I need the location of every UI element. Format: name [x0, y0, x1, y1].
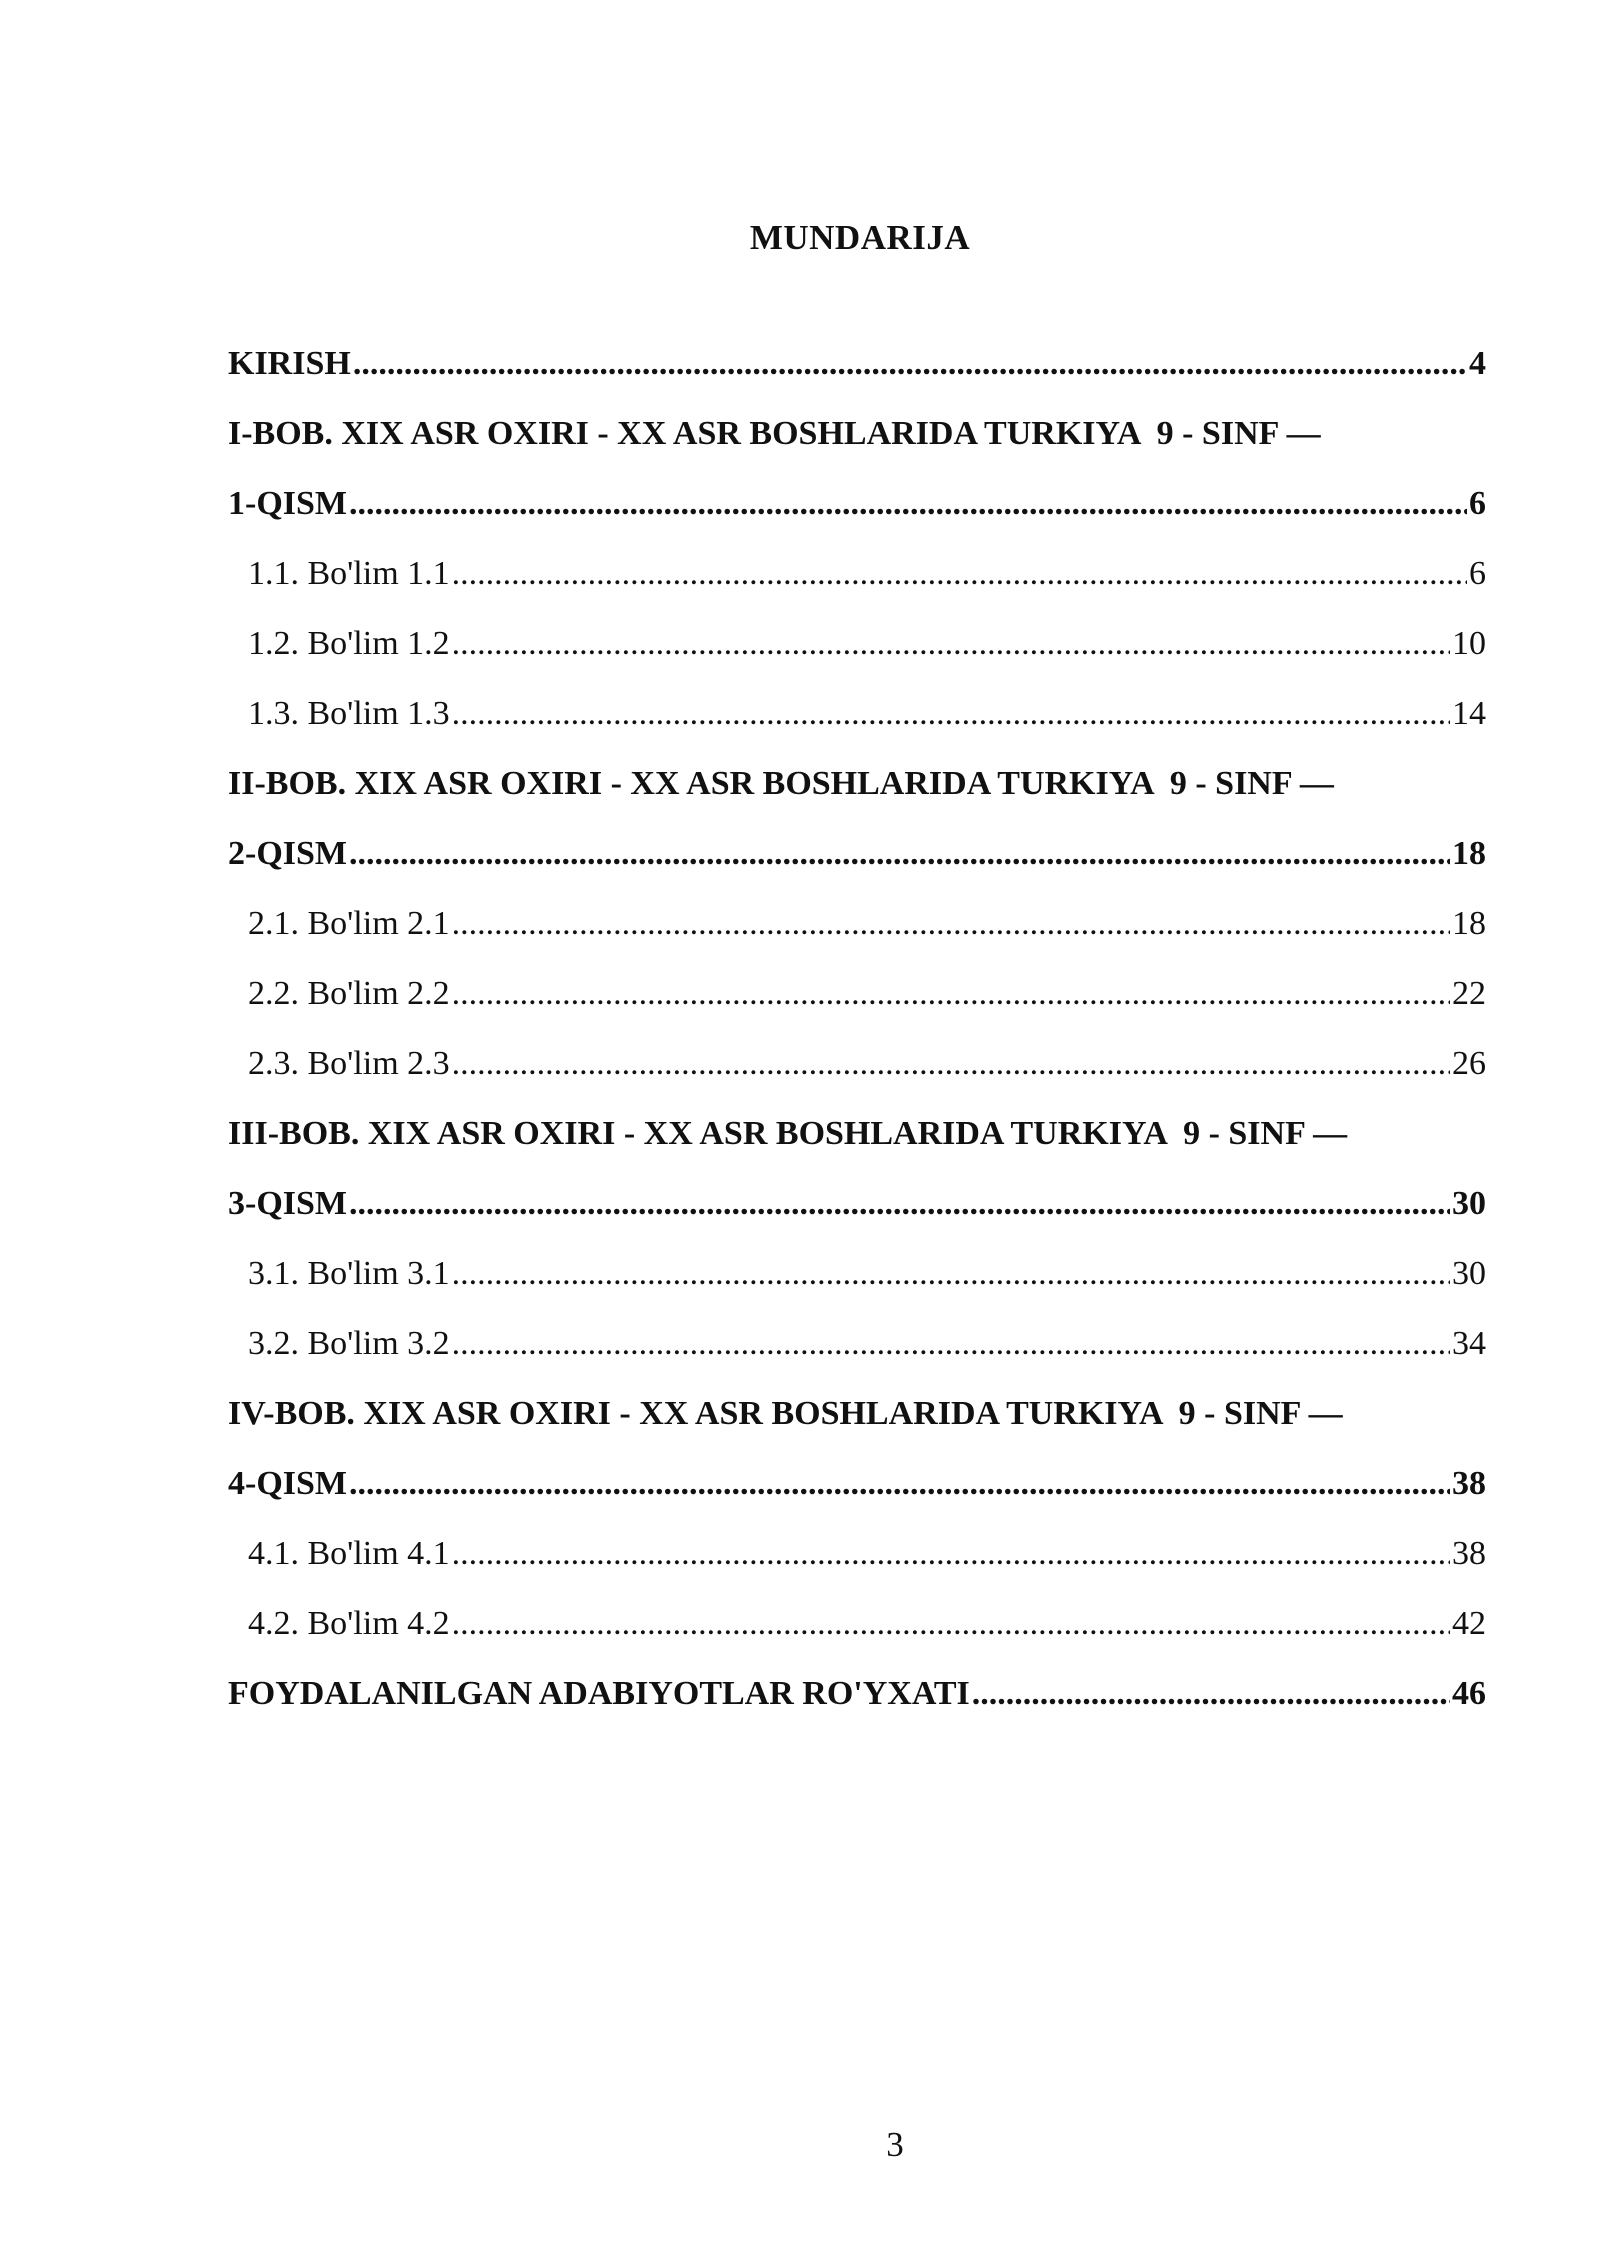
toc-section-1-3[interactable] — [228, 695, 1486, 765]
toc-page-number: 38 — [1452, 1465, 1486, 1502]
dot-leader — [972, 1675, 1450, 1713]
toc-chapter-heading-2[interactable] — [228, 765, 1486, 835]
dot-leader — [349, 1185, 1450, 1223]
toc-chapter-heading-3[interactable] — [228, 1115, 1486, 1185]
toc-page-number: 6 — [1469, 485, 1486, 522]
dot-leader — [452, 1605, 1450, 1643]
toc-chapter-entry-3[interactable] — [228, 1185, 1486, 1255]
toc-page-number: 10 — [1452, 625, 1486, 662]
toc-entry-label: KIRISH — [228, 345, 351, 382]
toc-section-2-2[interactable] — [228, 975, 1486, 1045]
toc-entry-label: 2.2. Bo'lim 2.2 — [248, 975, 450, 1012]
toc-section-3-2[interactable] — [228, 1325, 1486, 1395]
page-title: MUNDARIJA — [749, 218, 971, 257]
toc-page-number: 30 — [1452, 1185, 1486, 1222]
toc-page-number: 42 — [1452, 1605, 1486, 1642]
dot-leader — [452, 1255, 1450, 1293]
toc-page-number: 18 — [1452, 905, 1486, 942]
toc-page-number: 4 — [1469, 345, 1486, 382]
toc-page-number: 46 — [1452, 1675, 1486, 1712]
toc-chapter-entry-1[interactable] — [228, 485, 1486, 555]
toc-section-2-1[interactable] — [228, 905, 1486, 975]
dot-leader — [349, 835, 1450, 873]
toc-entry-label: 1.3. Bo'lim 1.3 — [248, 695, 450, 732]
toc-entry-label: 2.3. Bo'lim 2.3 — [248, 1045, 450, 1082]
toc-entry-label: 1.2. Bo'lim 1.2 — [248, 625, 450, 662]
toc-chapter-heading-4[interactable] — [228, 1395, 1486, 1465]
toc-entry-label: 2-QISM — [228, 835, 347, 872]
dot-leader — [452, 695, 1450, 733]
toc-section-4-2[interactable] — [228, 1605, 1486, 1675]
toc-section-2-3[interactable] — [228, 1045, 1486, 1115]
dot-leader — [353, 345, 1467, 383]
toc-entry-label: 3.1. Bo'lim 3.1 — [248, 1255, 450, 1292]
toc-section-1-2[interactable] — [228, 625, 1486, 695]
table-of-contents — [228, 345, 1486, 1745]
toc-page-number: 14 — [1452, 695, 1486, 732]
dot-leader — [452, 1325, 1450, 1363]
toc-page-number: 6 — [1469, 555, 1486, 592]
toc-chapter-heading-1[interactable] — [228, 415, 1486, 485]
toc-entry-label: FOYDALANILGAN ADABIYOTLAR RO'YXATI — [228, 1675, 970, 1712]
toc-section-1-1[interactable] — [228, 555, 1486, 625]
dot-leader — [452, 905, 1450, 943]
toc-chapter-entry-2[interactable] — [228, 835, 1486, 905]
toc-chapter-title: I-BOB. XIX ASR OXIRI - XX ASR BOSHLARIDA TURKIYA 9 - SINF — — [228, 415, 1321, 452]
page-number: 3 — [886, 2125, 904, 2164]
dot-leader — [452, 1045, 1450, 1083]
toc-entry-intro[interactable] — [228, 345, 1486, 415]
dot-leader — [349, 1465, 1450, 1503]
dot-leader — [452, 555, 1467, 593]
toc-page-number: 26 — [1452, 1045, 1486, 1082]
toc-page-number: 34 — [1452, 1325, 1486, 1362]
toc-entry-references[interactable] — [228, 1675, 1486, 1745]
toc-entry-label: 1.1. Bo'lim 1.1 — [248, 555, 450, 592]
toc-page-number: 30 — [1452, 1255, 1486, 1292]
toc-entry-label: 4.2. Bo'lim 4.2 — [248, 1605, 450, 1642]
toc-entry-label: 1-QISM — [228, 485, 347, 522]
dot-leader — [349, 485, 1467, 523]
toc-entry-label: 4-QISM — [228, 1465, 347, 1502]
dot-leader — [452, 625, 1450, 663]
toc-page-number: 38 — [1452, 1535, 1486, 1572]
toc-chapter-title: III-BOB. XIX ASR OXIRI - XX ASR BOSHLARIDA TURKIYA 9 - SINF — — [228, 1115, 1348, 1152]
toc-entry-label: 3-QISM — [228, 1185, 347, 1222]
dot-leader — [452, 1535, 1450, 1573]
toc-chapter-entry-4[interactable] — [228, 1465, 1486, 1535]
toc-chapter-title: IV-BOB. XIX ASR OXIRI - XX ASR BOSHLARIDA TURKIYA 9 - SINF — — [228, 1395, 1343, 1432]
toc-chapter-title: II-BOB. XIX ASR OXIRI - XX ASR BOSHLARIDA TURKIYA 9 - SINF — — [228, 765, 1334, 802]
toc-section-4-1[interactable] — [228, 1535, 1486, 1605]
dot-leader — [452, 975, 1450, 1013]
toc-page-number: 22 — [1452, 975, 1486, 1012]
toc-entry-label: 2.1. Bo'lim 2.1 — [248, 905, 450, 942]
toc-entry-label: 4.1. Bo'lim 4.1 — [248, 1535, 450, 1572]
toc-section-3-1[interactable] — [228, 1255, 1486, 1325]
toc-page-number: 18 — [1452, 835, 1486, 872]
toc-entry-label: 3.2. Bo'lim 3.2 — [248, 1325, 450, 1362]
